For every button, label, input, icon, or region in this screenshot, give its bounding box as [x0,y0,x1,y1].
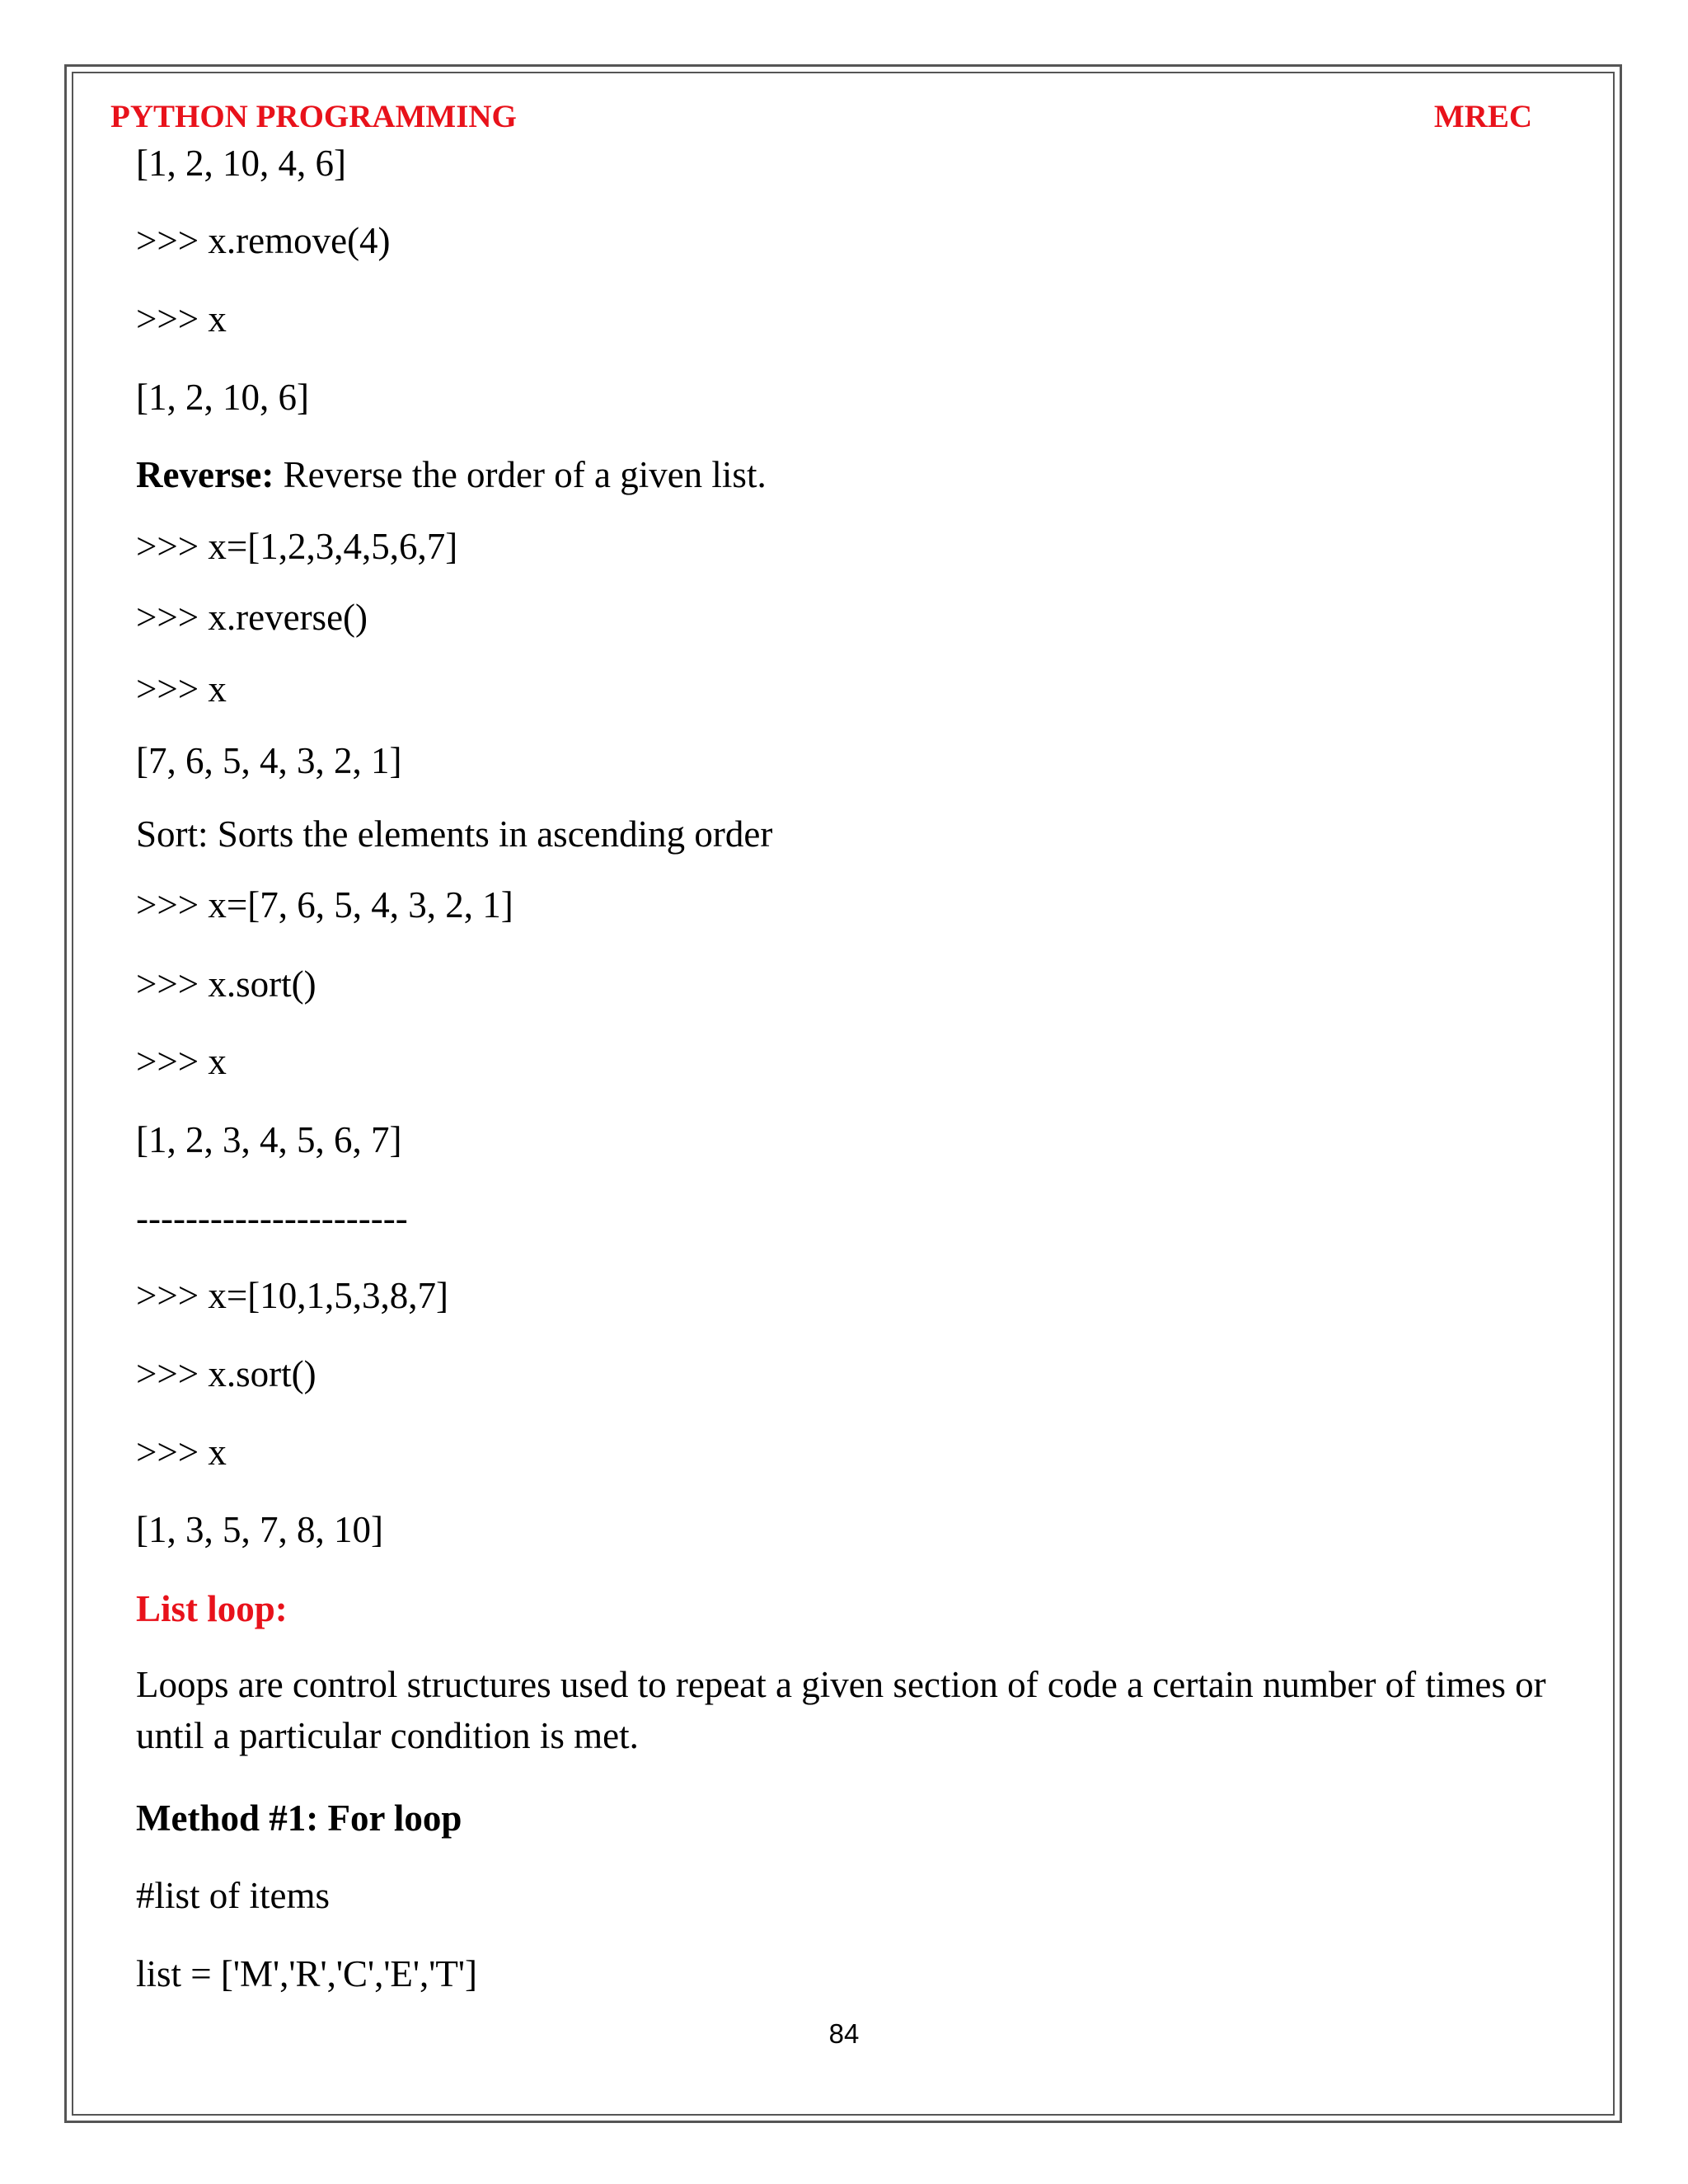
code-line: >>> x [136,1041,227,1082]
code-line: list = ['M','R','C','E','T'] [136,1953,477,1994]
code-line: >>> x.remove(4) [136,220,391,261]
code-line: >>> x=[10,1,5,3,8,7] [136,1275,448,1316]
code-line: [1, 3, 5, 7, 8, 10] [136,1509,383,1550]
sort-description: Sort: Sorts the elements in ascending order [136,813,773,855]
separator-dashes: ---------------------- [136,1197,408,1239]
header-course-title: PYTHON PROGRAMMING [110,99,517,134]
reverse-label: Reverse: [136,454,274,495]
code-line: [1, 2, 10, 6] [136,377,309,418]
code-comment: #list of items [136,1875,330,1916]
list-loop-heading: List loop: [136,1588,288,1629]
code-line: >>> x.sort() [136,1353,316,1394]
code-line: [1, 2, 10, 4, 6] [136,143,346,184]
page-number: 84 [828,2018,860,2049]
code-line: >>> x.reverse() [136,597,368,638]
loops-paragraph: Loops are control structures used to repeat a given section of code a certain number of times or until a particular condition is met. [136,1664,1546,1756]
code-line: >>> x.sort() [136,963,316,1005]
code-line: >>> x [136,1432,227,1473]
code-line: [7, 6, 5, 4, 3, 2, 1] [136,740,402,781]
code-line: >>> x [136,668,227,710]
code-line: >>> x [136,298,227,340]
code-line: >>> x=[7, 6, 5, 4, 3, 2, 1] [136,884,513,926]
code-line: >>> x=[1,2,3,4,5,6,7] [136,526,458,567]
code-line: [1, 2, 3, 4, 5, 6, 7] [136,1119,402,1160]
method-heading: Method #1: For loop [136,1797,462,1839]
reverse-description [136,454,767,495]
header-institution: MREC [1433,99,1532,134]
reverse-text: Reverse the order of a given list. [274,454,767,495]
